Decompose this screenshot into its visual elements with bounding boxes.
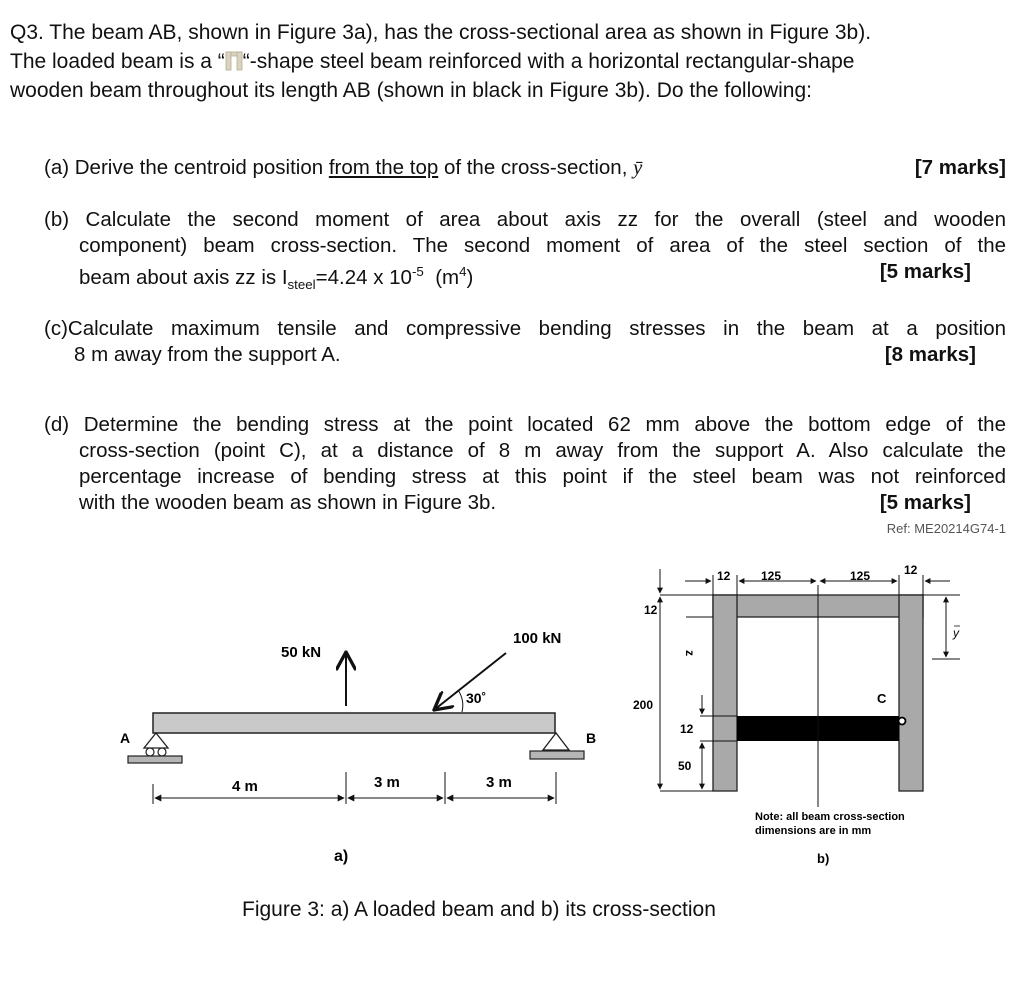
dim-3m-b: 3 m bbox=[486, 774, 512, 791]
label-B: B bbox=[586, 730, 597, 746]
part-a-line bbox=[44, 155, 1006, 181]
question-line-3: wooden beam throughout its length AB (shown in black in Figure 3b). Do the following: bbox=[10, 79, 812, 102]
part-a-pre: (a) Derive the centroid position bbox=[44, 156, 329, 179]
beam-body bbox=[153, 713, 555, 733]
angle-label: 30˚ bbox=[466, 690, 487, 706]
label-A: A bbox=[120, 730, 131, 746]
roller-support-A bbox=[128, 733, 182, 763]
question-text bbox=[10, 18, 1010, 105]
ybar-symbol: ȳ bbox=[633, 157, 643, 179]
part-d bbox=[44, 412, 1006, 516]
pi-shape-icon bbox=[225, 51, 243, 71]
part-a bbox=[44, 155, 1006, 181]
part-b-unit-pre: (m bbox=[423, 265, 460, 289]
figure-b-sublabel: b) bbox=[817, 851, 830, 866]
dim-12-top: 12 bbox=[644, 603, 658, 617]
part-d-line-4-row bbox=[79, 490, 1006, 516]
part-d-marks: [5 marks] bbox=[879, 491, 971, 514]
dim-125-a: 125 bbox=[761, 569, 782, 583]
part-d-line-3: percentage increase of bending stress at this point if the steel beam was not reinforced bbox=[79, 465, 1006, 488]
figure-a-sublabel: a) bbox=[334, 848, 349, 865]
dim-12-wood: 12 bbox=[680, 722, 694, 736]
force-50kN-label: 50 kN bbox=[281, 644, 322, 661]
part-c-line-2-row bbox=[74, 342, 1006, 368]
part-b-sup: -5 bbox=[411, 264, 424, 279]
part-b-unit-post: ) bbox=[466, 265, 474, 289]
ybar-label: y bbox=[953, 626, 959, 640]
dim-12-left: 12 bbox=[717, 569, 731, 583]
figure-3a-beam bbox=[0, 540, 620, 880]
axis-z-label: z bbox=[683, 650, 697, 656]
part-b-line-1: (b) Calculate the second moment of area about axis zz for the overall (steel and wooden bbox=[44, 208, 1006, 231]
force-100kN-label: 100 kN bbox=[513, 630, 562, 647]
part-d-line-2: cross-section (point C), at a distance of 8 m away from the support A. Also calculate the bbox=[79, 439, 1006, 462]
part-b-unit-sup: 4 bbox=[459, 264, 467, 279]
part-b-marks: [5 marks] bbox=[879, 260, 971, 283]
question-line-2-pre: The loaded beam is a “ bbox=[10, 50, 225, 73]
part-d-line-4: with the wooden beam as shown in Figure 3b. bbox=[79, 491, 497, 514]
question-line-1: Q3. The beam AB, shown in Figure 3a), has the cross-sectional area as shown in Figure 3b). bbox=[10, 21, 872, 44]
part-c bbox=[44, 316, 1006, 368]
part-c-marks: [8 marks] bbox=[884, 343, 976, 366]
part-b-line-3-pre: beam about axis zz is I bbox=[79, 265, 288, 289]
part-c-line-2: 8 m away from the support A. bbox=[74, 343, 341, 366]
dim-125-b: 125 bbox=[850, 569, 871, 583]
dim-3m-a: 3 m bbox=[374, 774, 400, 791]
figure-caption: Figure 3: a) A loaded beam and b) its cross-section bbox=[242, 898, 716, 921]
point-C-label: C bbox=[877, 691, 887, 706]
part-c-line-1: (c)Calculate maximum tensile and compressive bending stresses in the beam at a position bbox=[44, 317, 1006, 340]
dim-4m: 4 m bbox=[232, 778, 258, 795]
question-line-2-post: “-shape steel beam reinforced with a horizontal rectangular-shape bbox=[242, 50, 855, 73]
part-a-post: of the cross-section, bbox=[438, 156, 634, 179]
part-b-line-3-mid: =4.24 x 10 bbox=[315, 265, 412, 289]
part-b bbox=[44, 207, 1006, 298]
dim-200: 200 bbox=[633, 698, 654, 712]
angle-arc bbox=[458, 690, 463, 712]
pin-support-B bbox=[530, 733, 584, 759]
part-b-sub: steel bbox=[287, 276, 316, 292]
part-d-line-1: (d) Determine the bending stress at the point located 62 mm above the bottom edge of the bbox=[44, 413, 1006, 436]
note-line-1: Note: all beam cross-section bbox=[755, 811, 905, 823]
reference-code: Ref: ME20214G74-1 bbox=[886, 521, 1006, 536]
part-b-line-3 bbox=[79, 259, 1006, 298]
dim-12-right: 12 bbox=[904, 563, 918, 577]
figure-3b-cross-section bbox=[620, 555, 1020, 875]
point-C-marker bbox=[899, 718, 906, 725]
question-line-2 bbox=[10, 47, 1010, 76]
dim-50: 50 bbox=[678, 759, 692, 773]
part-a-underlined: from the top bbox=[328, 156, 439, 179]
part-b-line-2: component) beam cross-section. The second moment of area of the steel section of the bbox=[79, 234, 1006, 257]
note-line-2: dimensions are in mm bbox=[755, 825, 872, 837]
part-a-marks: [7 marks] bbox=[914, 156, 1006, 179]
